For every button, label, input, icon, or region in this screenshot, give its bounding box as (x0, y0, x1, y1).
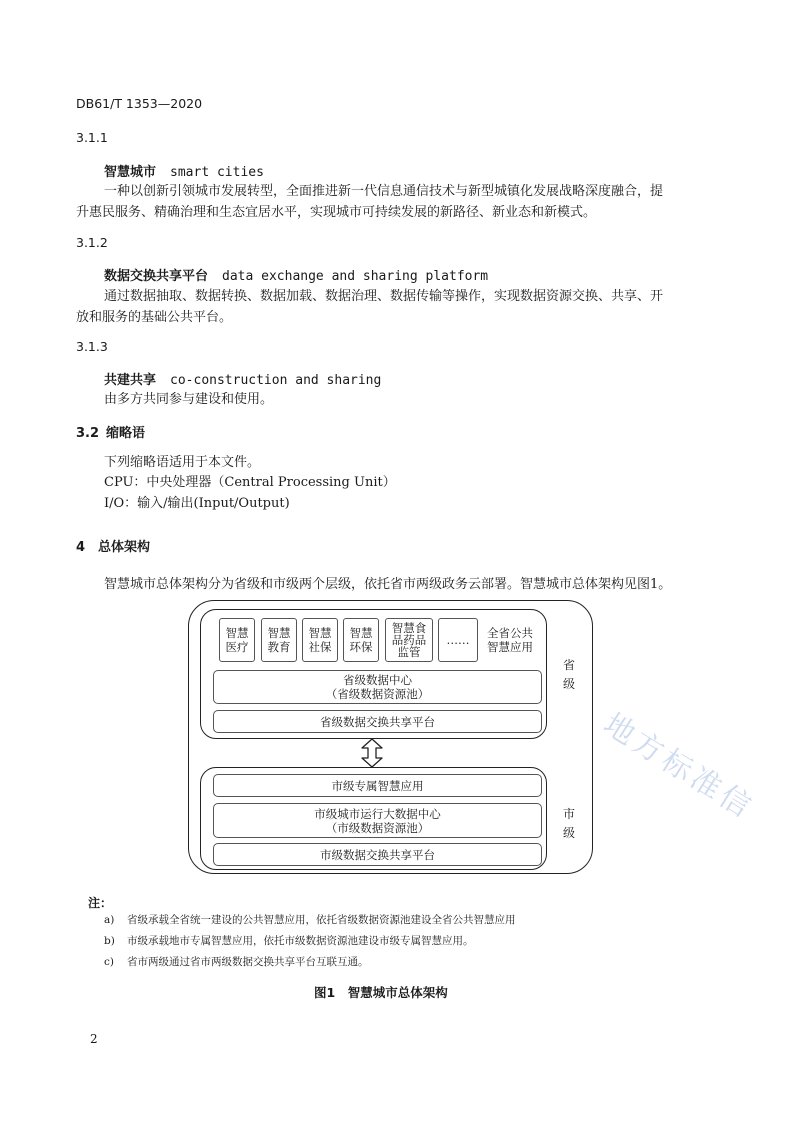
note-item: a) 省级承载全省统一建设的公共智慧应用，依托省级数据资源池建设全省公共智慧应用 (104, 914, 516, 926)
figure-caption: 图1 智慧城市总体架构 (314, 985, 448, 1000)
city-exchange-platform: 市级数据交换共享平台 (213, 843, 542, 866)
definition-line: 通过数据抽取、数据转换、数据加载、数据治理、数据传输等操作，实现数据资源交换、共享、开 (104, 289, 664, 304)
city-big-data-center: 市级城市运行大数据中心 （市级数据资源池） (213, 803, 542, 838)
term-zh: 数据交换共享平台 (104, 269, 209, 284)
section-heading-3-2 (76, 422, 145, 441)
provincial-exchange-platform: 省级数据交换共享平台 (213, 710, 542, 733)
app-smart-environment: 智慧 环保 (343, 618, 379, 662)
clause-number-3-1-3: 3.1.3 (76, 339, 108, 354)
term-en: co-construction and sharing (170, 373, 382, 388)
definition-line: 升惠民服务、精确治理和生态宜居水平，实现城市可持续发展的新路径、新业态和新模式。 (76, 205, 597, 220)
clause-number-3-1-1: 3.1.1 (76, 130, 108, 145)
provincial-side-label: 省 级 (562, 658, 575, 691)
term-en: smart cities (170, 165, 264, 180)
term-smart-cities (104, 161, 264, 180)
page-number: 2 (90, 1032, 98, 1046)
definition-line: 放和服务的基础公共平台。 (76, 310, 233, 325)
architecture-diagram (188, 600, 595, 876)
all-province-apps-label: 全省公共 智慧应用 (481, 618, 539, 662)
clause-number-3-1-2: 3.1.2 (76, 235, 108, 250)
term-zh: 智慧城市 (104, 165, 157, 180)
term-zh: 共建共享 (104, 373, 157, 388)
definition-line: 由多方共同参与建设和使用。 (104, 392, 274, 407)
term-en: data exchange and sharing platform (222, 269, 489, 284)
app-ellipsis: …… (438, 618, 478, 662)
term-data-exchange-platform (104, 265, 488, 284)
abbrev-item: CPU：中央处理器（Central Processing Unit） (104, 475, 396, 490)
app-smart-social-security: 智慧 社保 (302, 618, 338, 662)
note-item: c) 省市两级通过省市两级数据交换共享平台互联互通。 (104, 956, 369, 968)
app-smart-medical: 智慧 医疗 (219, 618, 255, 662)
note-item: b) 市级承载地市专属智慧应用，依托市级数据资源池建设市级专属智慧应用。 (104, 935, 474, 947)
heading-number: 3.2 (76, 426, 100, 441)
abbrev-item: I/O：输入/输出(Input/Output) (104, 496, 290, 511)
section-heading-4 (76, 536, 150, 555)
heading-title: 总体架构 (98, 540, 151, 555)
watermark: 地方标准信 (597, 706, 760, 827)
city-side-label: 市 级 (562, 807, 575, 840)
bidirectional-arrow-icon (358, 737, 386, 769)
notes-title: 注： (88, 896, 113, 910)
heading-number: 4 (76, 540, 86, 555)
definition-line: 一种以创新引领城市发展转型，全面推进新一代信息通信技术与新型城镇化发展战略深度融合，提 (104, 184, 664, 199)
heading-title: 缩略语 (106, 426, 146, 441)
document-id: DB61/T 1353—2020 (76, 96, 203, 111)
app-smart-food-drug: 智慧食 品药品 监管 (385, 618, 433, 662)
abbrev-intro: 下列缩略语适用于本文件。 (104, 455, 261, 470)
city-exclusive-apps: 市级专属智慧应用 (213, 774, 542, 797)
app-smart-education: 智慧 教育 (261, 618, 297, 662)
term-co-construction (104, 369, 381, 388)
section4-paragraph: 智慧城市总体架构分为省级和市级两个层级，依托省市两级政务云部署。智慧城市总体架构见图1。 (104, 577, 672, 592)
provincial-data-center: 省级数据中心 （省级数据资源池） (213, 670, 542, 704)
